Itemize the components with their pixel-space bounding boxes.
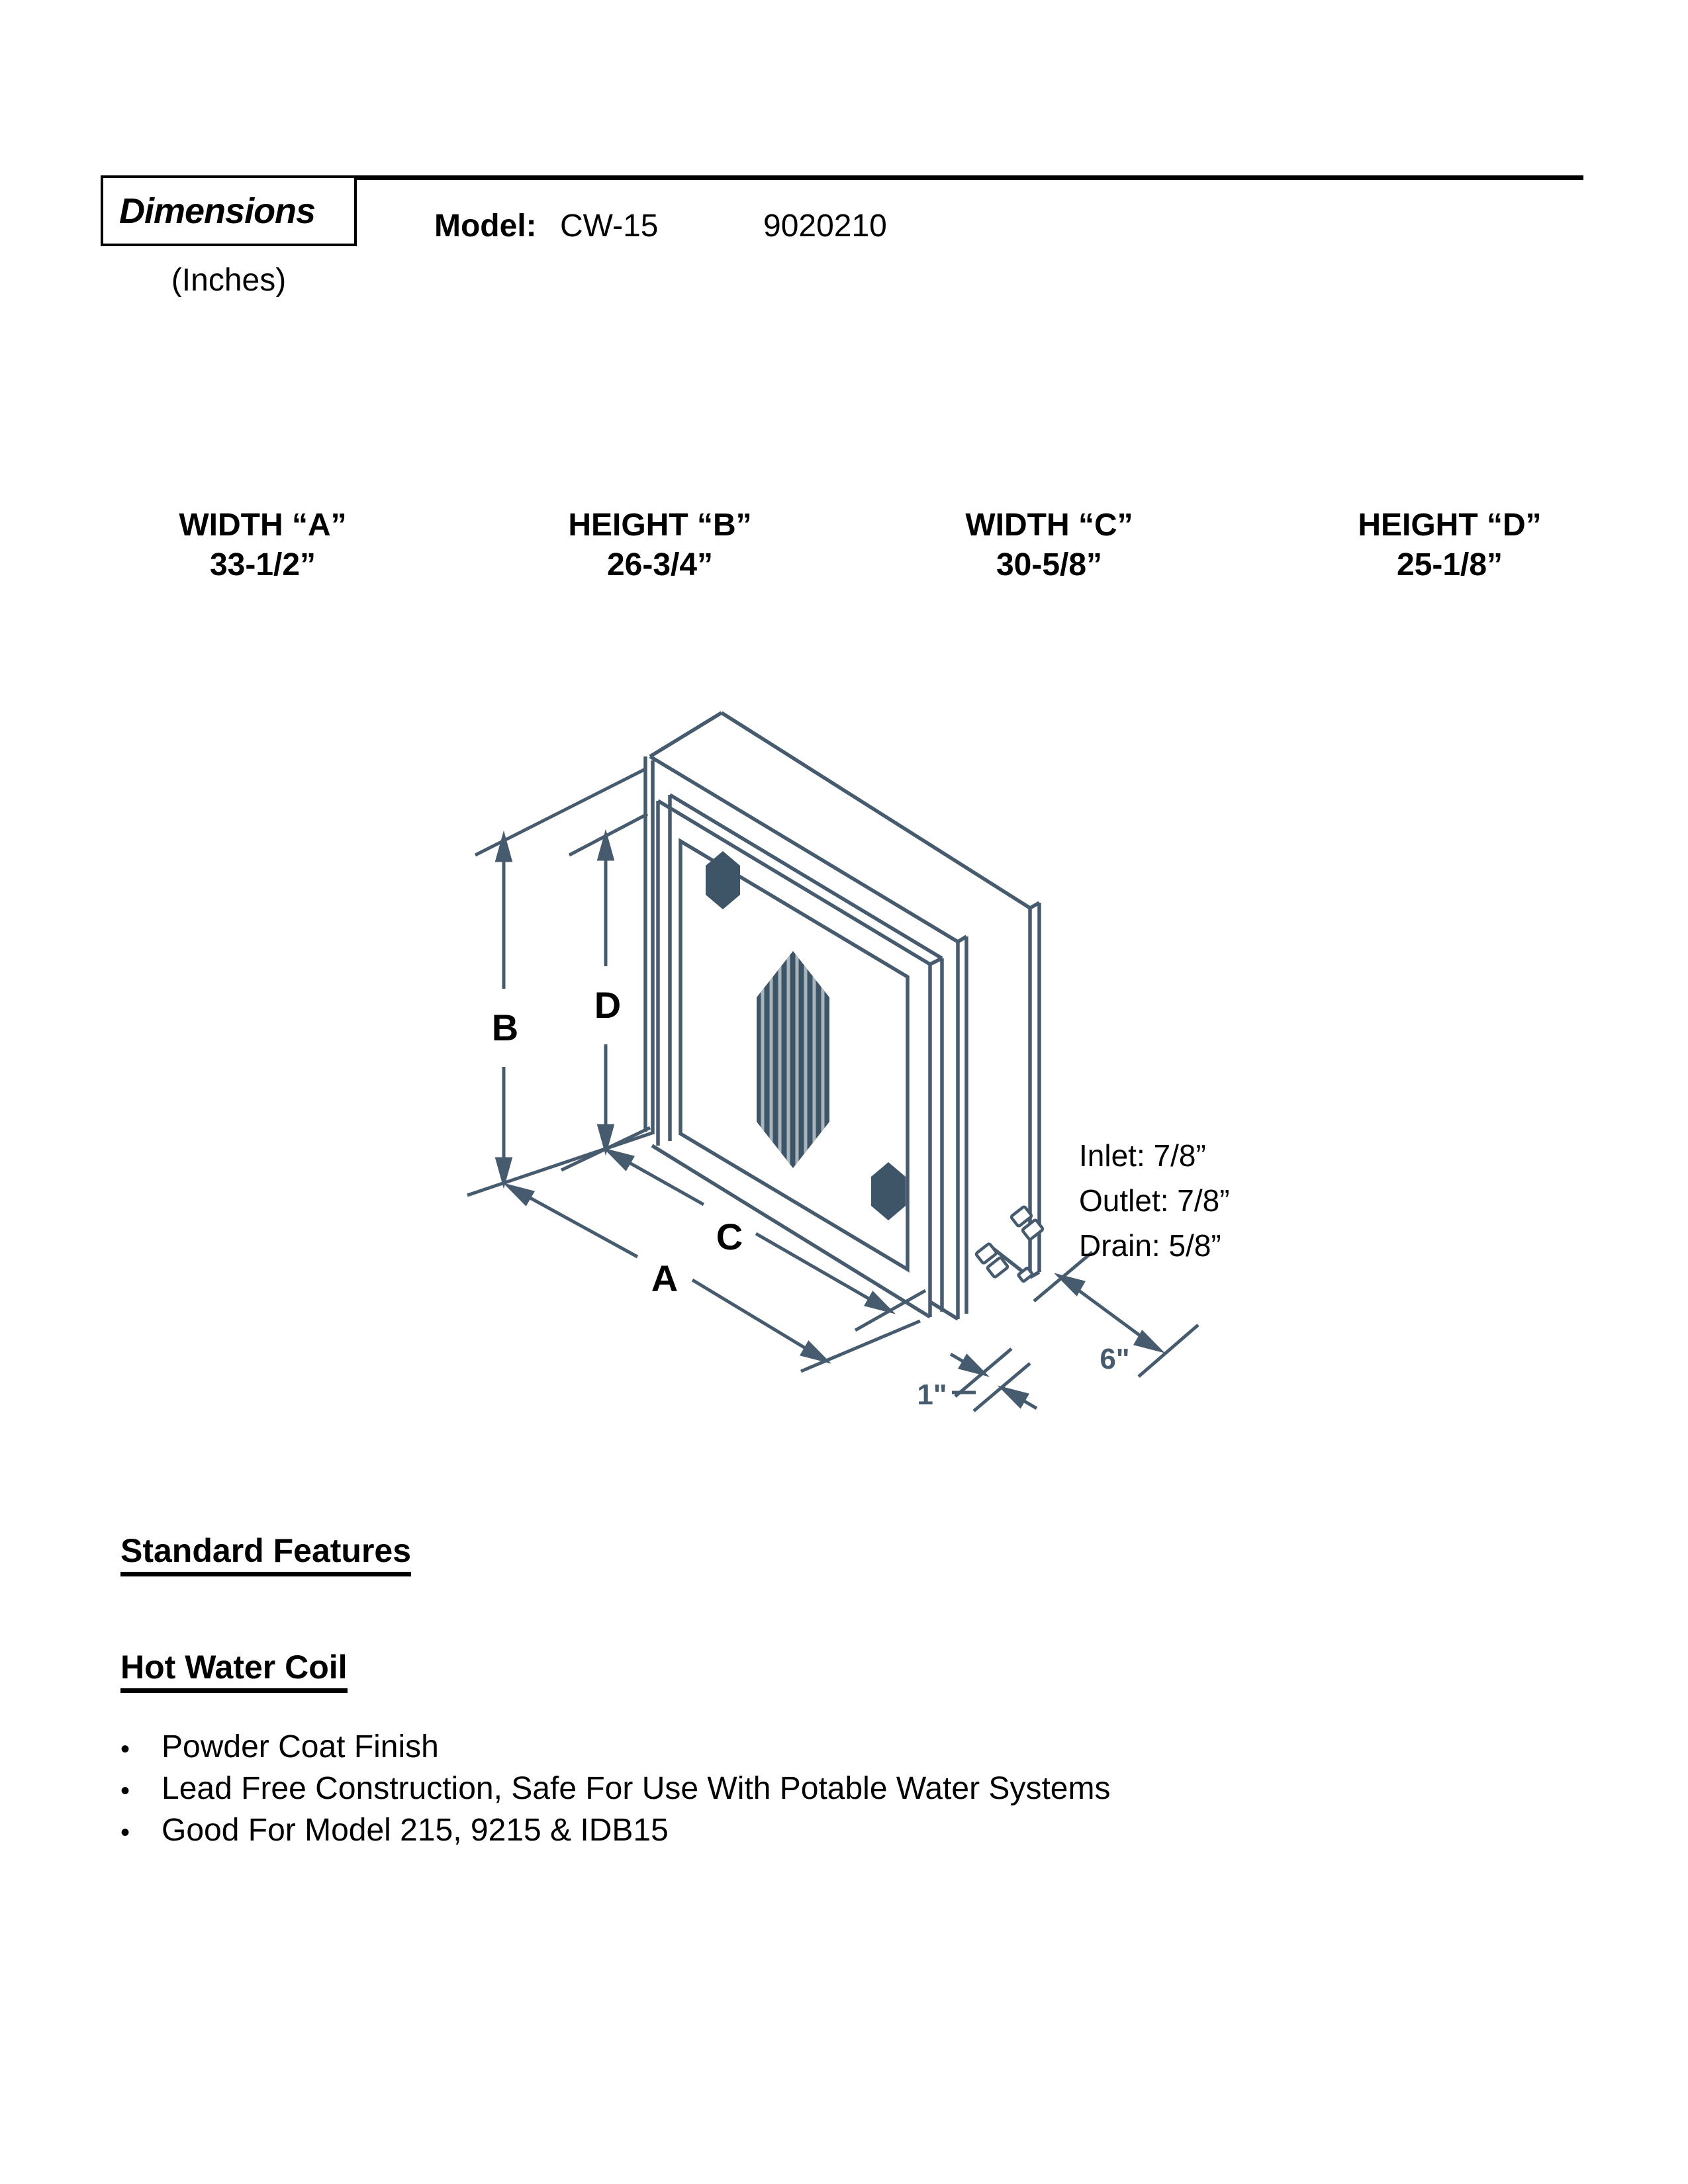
dimension-arrow-b	[467, 769, 652, 1195]
back-panel-top-edge	[722, 713, 1030, 908]
vent-hole-small-lower	[871, 1162, 906, 1220]
dimension-label: HEIGHT “D”	[1358, 508, 1542, 543]
dimension-column-height-d	[1304, 510, 1595, 581]
coil-box-outline	[645, 713, 1039, 1319]
dimension-value: 30-5/8”	[996, 547, 1103, 582]
dimension-value: 33-1/2”	[209, 547, 316, 582]
inlet-size: Inlet: 7/8”	[1079, 1138, 1206, 1173]
part-number: 9020210	[763, 208, 887, 244]
feature-text: Good For Model 215, 9215 & IDB15	[162, 1813, 669, 1848]
label-a: A	[651, 1257, 679, 1299]
hot-water-coil-heading: Hot Water Coil	[120, 1651, 348, 1693]
flange-right-edge	[930, 958, 942, 1317]
label-b: B	[491, 1007, 519, 1048]
feature-text: Lead Free Construction, Safe For Use With Potable Water Systems	[162, 1771, 1111, 1806]
apex-front-edge	[650, 713, 722, 756]
units-note: (Inches)	[171, 263, 287, 298]
isometric-drawing	[430, 675, 1258, 1469]
list-item	[120, 1773, 1110, 1807]
body-right-edge	[958, 936, 966, 1319]
dimension-column-height-b	[514, 510, 806, 581]
model-label: Model:	[434, 208, 537, 244]
label-d: D	[594, 984, 622, 1026]
bullet-dot: •	[120, 1818, 130, 1847]
label-one-inch: 1"	[917, 1379, 947, 1411]
flange-top-edge	[658, 795, 942, 964]
dimension-arrow-a	[505, 1180, 920, 1371]
page-title: Dimensions	[119, 191, 316, 231]
list-item	[120, 1815, 1110, 1848]
dimension-one-inch	[951, 1349, 1037, 1411]
drain-size: Drain: 5/8”	[1079, 1228, 1221, 1263]
dimensions-title-box	[101, 175, 357, 246]
standard-features-heading: Standard Features	[120, 1534, 411, 1576]
model-value: CW-15	[560, 208, 659, 244]
outlet-size: Outlet: 7/8”	[1079, 1183, 1230, 1218]
dimension-label: WIDTH “A”	[179, 508, 347, 543]
flange-left-edge	[658, 795, 670, 1146]
feature-text: Powder Coat Finish	[162, 1729, 439, 1764]
list-item	[120, 1731, 1110, 1765]
feature-list	[120, 1731, 1110, 1856]
body-bottom-stub	[930, 1302, 958, 1319]
dimension-label: WIDTH “C”	[965, 508, 1133, 543]
vent-hole-large-striped	[757, 951, 829, 1168]
label-c: C	[716, 1216, 743, 1257]
dimension-value: 25-1/8”	[1396, 547, 1503, 582]
connection-sizes	[1079, 1133, 1230, 1268]
dimension-label: HEIGHT “B”	[568, 508, 752, 543]
pipe-fittings	[976, 1206, 1043, 1282]
bullet-dot: •	[120, 1735, 130, 1764]
label-six-inch: 6"	[1100, 1343, 1130, 1375]
dimension-value: 26-3/4”	[606, 547, 714, 582]
dimension-column-width-c	[904, 510, 1195, 581]
bullet-dot: •	[120, 1776, 130, 1805]
dimension-column-width-a	[117, 510, 408, 581]
